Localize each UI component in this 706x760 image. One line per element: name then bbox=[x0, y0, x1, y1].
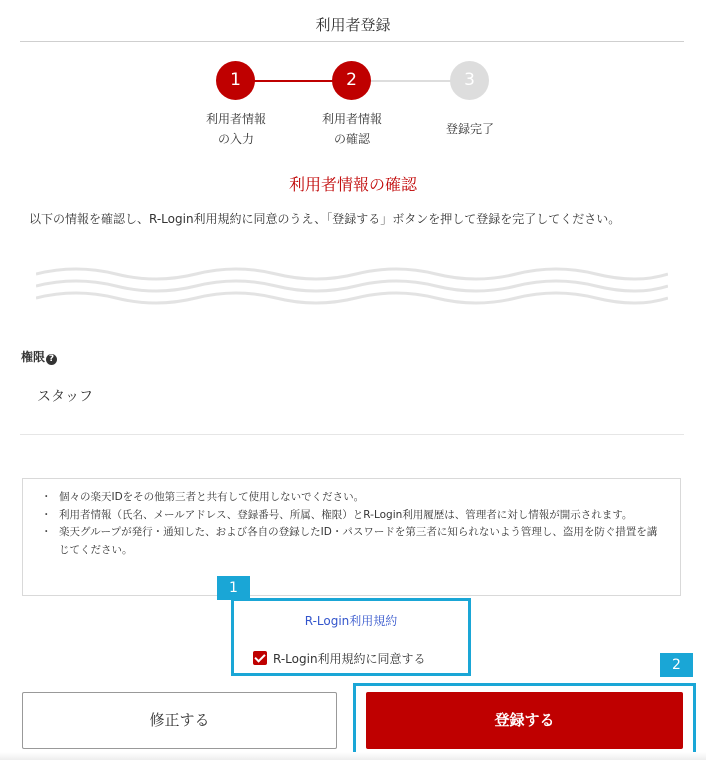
permission-divider bbox=[20, 434, 684, 435]
fix-button[interactable]: 修正する bbox=[22, 692, 337, 749]
note-item: ・ 楽天グループが発行・通知した、および各自の登録したID・パスワードを第三者に知られないよう管理し、盗用を防ぐ措置を講じてください。 bbox=[41, 524, 664, 559]
question-circle-icon[interactable]: ? bbox=[46, 354, 57, 365]
step-1-circle: 1 bbox=[216, 61, 255, 100]
permission-value: スタッフ bbox=[37, 389, 93, 405]
step-2-label-line2: の確認 bbox=[333, 132, 370, 146]
step-3-label bbox=[415, 119, 525, 139]
highlight-box-1 bbox=[231, 598, 471, 676]
bottom-shade bbox=[0, 752, 706, 760]
section-heading: 利用者情報の確認 bbox=[288, 175, 417, 194]
step-2-circle: 2 bbox=[332, 61, 371, 100]
highlight-box-2 bbox=[353, 683, 696, 755]
step-3-label-line1: 登録完了 bbox=[445, 122, 494, 136]
terms-link[interactable]: R-Login利用規約 bbox=[304, 614, 398, 628]
highlight-badge-1: 1 bbox=[217, 576, 250, 600]
page-title: 利用者登録 bbox=[315, 16, 391, 34]
step-1-label bbox=[181, 109, 291, 149]
step-1-label-line2: の入力 bbox=[217, 132, 254, 146]
permission-label bbox=[21, 348, 57, 365]
note-item: ・ 利用者情報（氏名、メールアドレス、登録番号、所属、権限）とR-Login利用履歴は、管理者に対し情報が開示されます。 bbox=[41, 507, 664, 525]
register-button[interactable]: 登録する bbox=[366, 692, 683, 749]
step-2-label bbox=[297, 109, 407, 149]
step-3-circle: 3 bbox=[450, 61, 489, 100]
step-1-label-line1: 利用者情報 bbox=[205, 112, 266, 126]
notes-box bbox=[22, 478, 681, 596]
notes-list bbox=[23, 479, 680, 559]
title-divider bbox=[20, 41, 684, 42]
note-item: ・ 個々の楽天IDをその他第三者と共有して使用しないでください。 bbox=[41, 489, 664, 507]
permission-label-text: 権限 bbox=[21, 350, 46, 364]
agree-label[interactable]: R-Login利用規約に同意する bbox=[273, 651, 426, 666]
instruction-text: 以下の情報を確認し、R-Login利用規約に同意のうえ、「登録する」ボタンを押して登録を完了してください。 bbox=[29, 212, 621, 226]
highlight-badge-2: 2 bbox=[660, 653, 693, 677]
step-2-label-line1: 利用者情報 bbox=[321, 112, 382, 126]
content-omitted-wave bbox=[36, 262, 668, 312]
